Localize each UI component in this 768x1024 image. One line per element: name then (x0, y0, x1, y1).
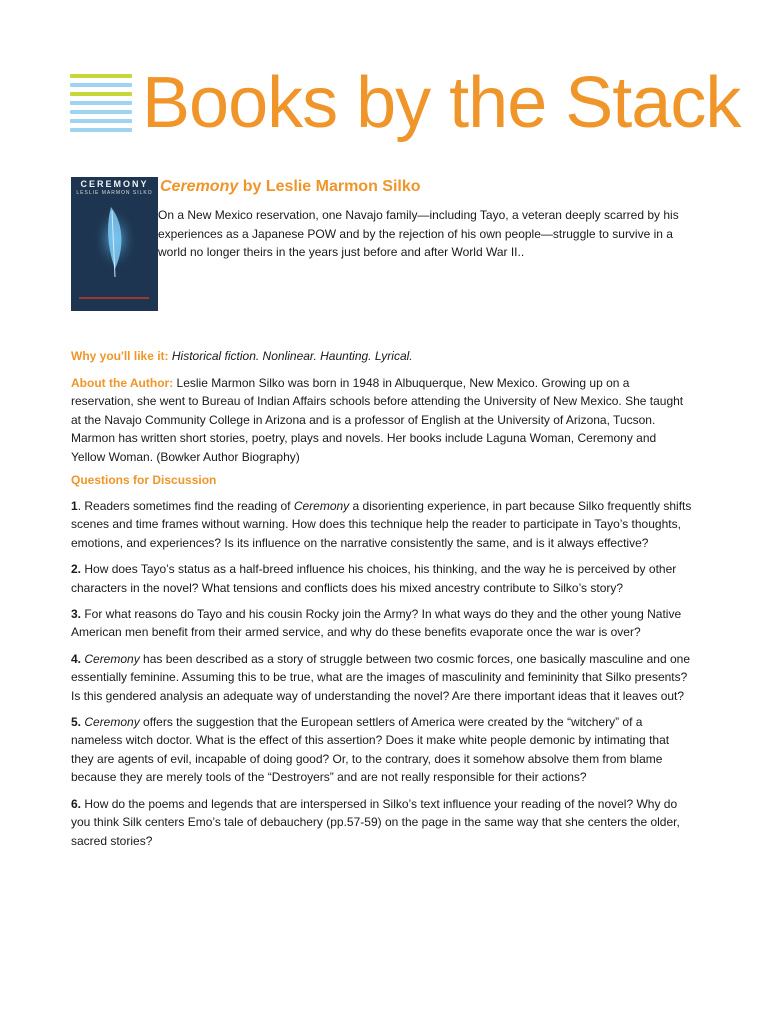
question-text: a disorienting experience, in part because Silko frequently shifts scenes and time frames without warning. How does this technique help the reader to participate in Tayo’s thoughts, emotions, and experiences? Is its influence on the narrative consistently the same, and is it always effective? (71, 499, 692, 550)
question-5 (71, 713, 693, 787)
question-1 (71, 497, 693, 552)
logo-stripe (70, 119, 132, 123)
book-title-author: by Leslie Marmon Silko (238, 178, 421, 195)
question-3 (71, 605, 693, 642)
question-2 (71, 560, 693, 597)
question-number: 5. (71, 715, 82, 730)
question-text: For what reasons do Tayo and his cousin Rocky join the Army? In what ways do they and the other young Native American men benefit from their armed service, and why do these benefits evaporate once the war is over? (71, 607, 682, 640)
question-number: 4. (71, 651, 82, 666)
why-section (71, 347, 693, 365)
question-number: 1 (71, 499, 78, 513)
cover-title: CEREMONY (80, 179, 149, 189)
logo-stripe (70, 74, 132, 78)
question-6 (71, 795, 693, 850)
question-emphasis: Ceremony (293, 499, 350, 513)
logo-stripe (70, 101, 132, 105)
logo-stripes-icon (70, 74, 132, 137)
why-text: Historical fiction. Nonlinear. Haunting. Lyrical. (168, 349, 413, 363)
about-label: About the Author: (71, 376, 174, 390)
question-text: . Readers sometimes find the reading of (77, 499, 294, 513)
about-text: Leslie Marmon Silko was born in 1948 in Albuquerque, New Mexico. Growing up on a reservation, she went to Bureau of Indian Affairs schools before attending the University of New Mexico. She taught at the Navajo Community College in Arizona and is a professor of English at the University of Arizona, Tucson. Marmon has written short stories, poetry, plays and novels. Her books include Laguna Woman, Ceremony and Yellow Woman. (Bowker Author Biography) (71, 376, 684, 464)
question-text: has been described as a story of struggle between two cosmic forces, one basically masculine and one essentially feminine. Assuming this to be true, what are the images of masculinity and femininity that Silko presents? Is this gendered analysis an adequate way of understanding the novel? Are there important ideas that it leaves out? (71, 651, 691, 703)
book-title-name: Ceremony (160, 178, 239, 195)
question-number: 3. (71, 607, 82, 622)
question-emphasis: Ceremony (81, 715, 140, 730)
question-text: offers the suggestion that the European settlers of America were created by the “witchery” of a nameless witch doctor. What is the effect of this assertion? Does it make white people demonic by intimating that they are agents of evil, incapable of doing good? Or, to the contrary, does it somehow absolve them from blame because they are merely tools of the “Destroyers” and are not really responsible for their actions? (71, 715, 670, 785)
logo-stripe (70, 128, 132, 132)
cover-author: LESLIE MARMON SILKO (76, 190, 153, 196)
questions-list (71, 497, 693, 858)
questions-heading: Questions for Discussion (71, 473, 217, 487)
question-number: 6. (71, 796, 82, 811)
why-label: Why you'll like it: (71, 349, 169, 363)
book-summary: On a New Mexico reservation, one Navajo family—including Tayo, a veteran deeply scarred by his experiences as a Japanese POW and by the rejection of his own people—struggle to survive in a world no longer theirs in the years just before and after World War II.. (158, 208, 679, 259)
question-text: How do the poems and legends that are interspersed in Silko’s text influence your reading of the novel? Why do you think Silk centers Emo’s tale of debauchery (pp.57-59) on the page in the same way that she centers the older, sacred stories? (71, 796, 680, 848)
question-4 (71, 650, 693, 705)
question-emphasis: Ceremony (81, 651, 140, 666)
about-section (71, 374, 693, 466)
logo-title: Books by the Stack (142, 63, 741, 143)
book-title (160, 178, 421, 196)
book-cover (71, 177, 158, 311)
question-text: How does Tayo’s status as a half-breed influence his choices, his thinking, and the way he is perceived by other characters in the novel? What tensions and conflicts does his mixed ancestry contribute to Silko’s story? (71, 562, 677, 595)
logo-stripe (70, 83, 132, 87)
logo-stripe (70, 110, 132, 114)
logo-stripe (70, 92, 132, 96)
site-logo (70, 63, 741, 146)
question-number: 2. (71, 562, 82, 577)
feather-icon (71, 177, 158, 311)
